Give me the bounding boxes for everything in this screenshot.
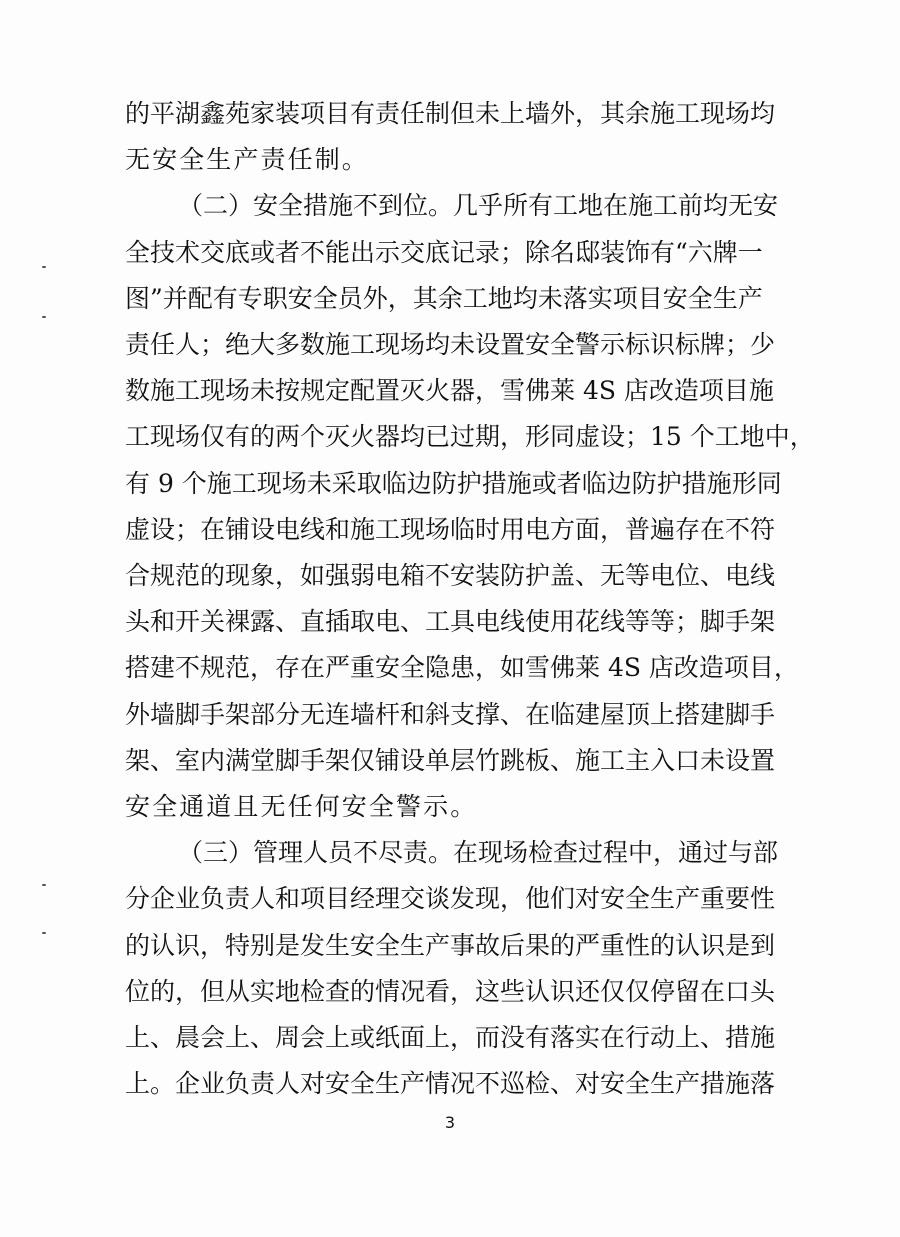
body-line: 外墙脚手架部分无连墙杆和斜支撑、在临建屋顶上搭建脚手: [125, 699, 776, 729]
scan-speck: [42, 316, 46, 318]
body-line: 的认识，特别是发生安全生产事故后果的严重性的认识是到: [125, 930, 776, 960]
body-line: 上。企业负责人对安全生产情况不巡检、对安全生产措施落: [125, 1069, 776, 1099]
body-line: 搭建不规范，存在严重安全隐患，如雪佛莱 4S 店改造项目，: [125, 653, 799, 683]
body-line: 分企业负责人和项目经理交谈发现，他们对安全生产重要性: [125, 884, 776, 914]
body-line: 工现场仅有的两个灭火器均已过期，形同虚设；15 个工地中，: [125, 422, 815, 452]
scan-speck: [42, 932, 46, 934]
body-line: 全技术交底或者不能出示交底记录；除名邸装饰有“六牌一: [125, 237, 763, 267]
body-line: 数施工现场未按规定配置灭火器，雪佛莱 4S 店改造项目施: [125, 376, 774, 406]
body-line: 位的，但从实地检查的情况看，这些认识还仅仅停留在口头: [125, 976, 776, 1006]
body-line: 架、室内满堂脚手架仅铺设单层竹跳板、施工主入口未设置: [125, 745, 776, 775]
body-line: 责任人；绝大多数施工现场均未设置安全警示标识标牌；少: [125, 330, 776, 359]
paragraph-start-line: （三）管理人员不尽责。在现场检查过程中，通过与部: [178, 838, 779, 868]
body-line: 合规范的现象，如强弱电箱不安装防护盖、无等电位、电线: [125, 561, 776, 590]
body-line: 头和开关裸露、直插取电、工具电线使用花线等等；脚手架: [125, 607, 776, 637]
body-line: 虚设；在铺设电线和施工现场临时用电方面，普遍存在不符: [125, 514, 776, 544]
paragraph-start-line: （二）安全措施不到位。几乎所有工地在施工前均无安: [178, 191, 779, 221]
body-line: 的平湖鑫苑家装项目有责任制但未上墙外，其余施工现场均: [125, 99, 776, 128]
page-number: 3: [444, 1113, 456, 1132]
scan-speck: [42, 266, 46, 268]
body-line: 无安全生产责任制。: [125, 145, 369, 175]
body-line: 图”并配有专职安全员外，其余工地均未落实项目安全生产: [125, 283, 763, 313]
body-line: 有 9 个施工现场未采取临边防护措施或者临边防护措施形同: [125, 468, 782, 498]
body-line: 上、晨会上、周会上或纸面上，而没有落实在行动上、措施: [125, 1023, 776, 1052]
scan-speck: [42, 884, 46, 886]
body-line: 安全通道且无任何安全警示。: [125, 792, 478, 821]
